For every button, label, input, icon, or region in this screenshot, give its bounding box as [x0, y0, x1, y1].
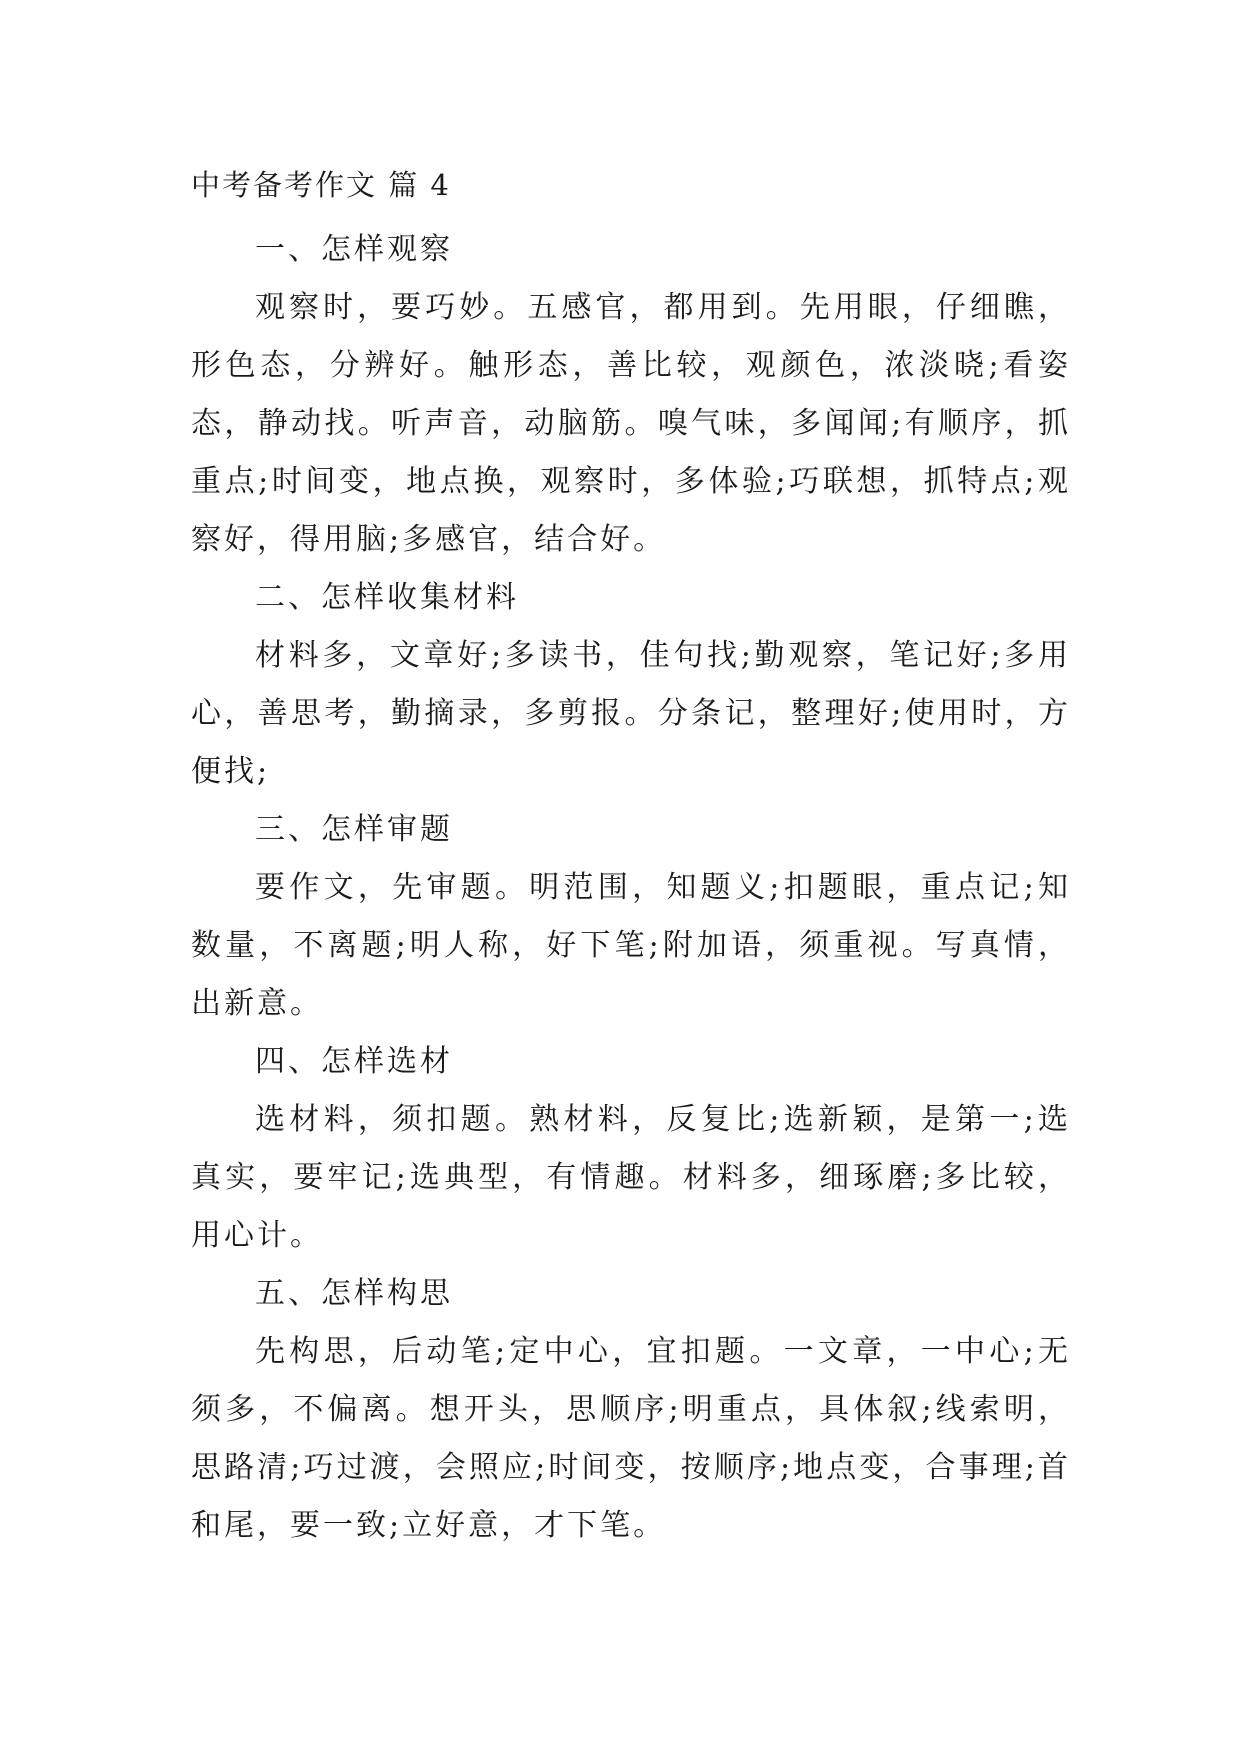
section-heading-collect-material: 二、怎样收集材料	[255, 580, 519, 615]
section-heading-select-material: 四、怎样选材	[255, 1044, 453, 1079]
section-body-observe: 观察时，要巧妙。五感官，都用到。先用眼，仔细瞧，形色态，分辨好。触形态，善比较，观颜色，浓淡晓;看姿态，静动找。听声音，动脑筋。嗅气味，多闻闻;有顺序，抓重点;时间变，地点换，观察时，多体验;巧联想，抓特点;观察好，得用脑;多感官，结合好。	[191, 290, 1071, 557]
section-body-review-topic: 要作文，先审题。明范围，知题义;扣题眼，重点记;知数量，不离题;明人称，好下笔;附加语，须重视。写真情，出新意。	[191, 870, 1071, 1021]
document-content	[191, 221, 1071, 1555]
section-heading-observe: 一、怎样观察	[255, 232, 453, 267]
section-heading-conceive: 五、怎样构思	[255, 1276, 453, 1311]
section-body-select-material: 选材料，须扣题。熟材料，反复比;选新颖，是第一;选真实，要牢记;选典型，有情趣。材料多，细琢磨;多比较，用心计。	[191, 1102, 1071, 1253]
section-body-collect-material: 材料多，文章好;多读书，佳句找;勤观察，笔记好;多用心，善思考，勤摘录，多剪报。分条记，整理好;使用时，方便找;	[191, 638, 1071, 789]
section-body-conceive: 先构思，后动笔;定中心，宜扣题。一文章，一中心;无须多，不偏离。想开头，思顺序;明重点，具体叙;线索明，思路清;巧过渡，会照应;时间变，按顺序;地点变，合事理;首和尾，要一致;立好意，才下笔。	[191, 1334, 1071, 1543]
section-heading-review-topic: 三、怎样审题	[255, 812, 453, 847]
document-title: 中考备考作文 篇 4	[191, 168, 451, 202]
